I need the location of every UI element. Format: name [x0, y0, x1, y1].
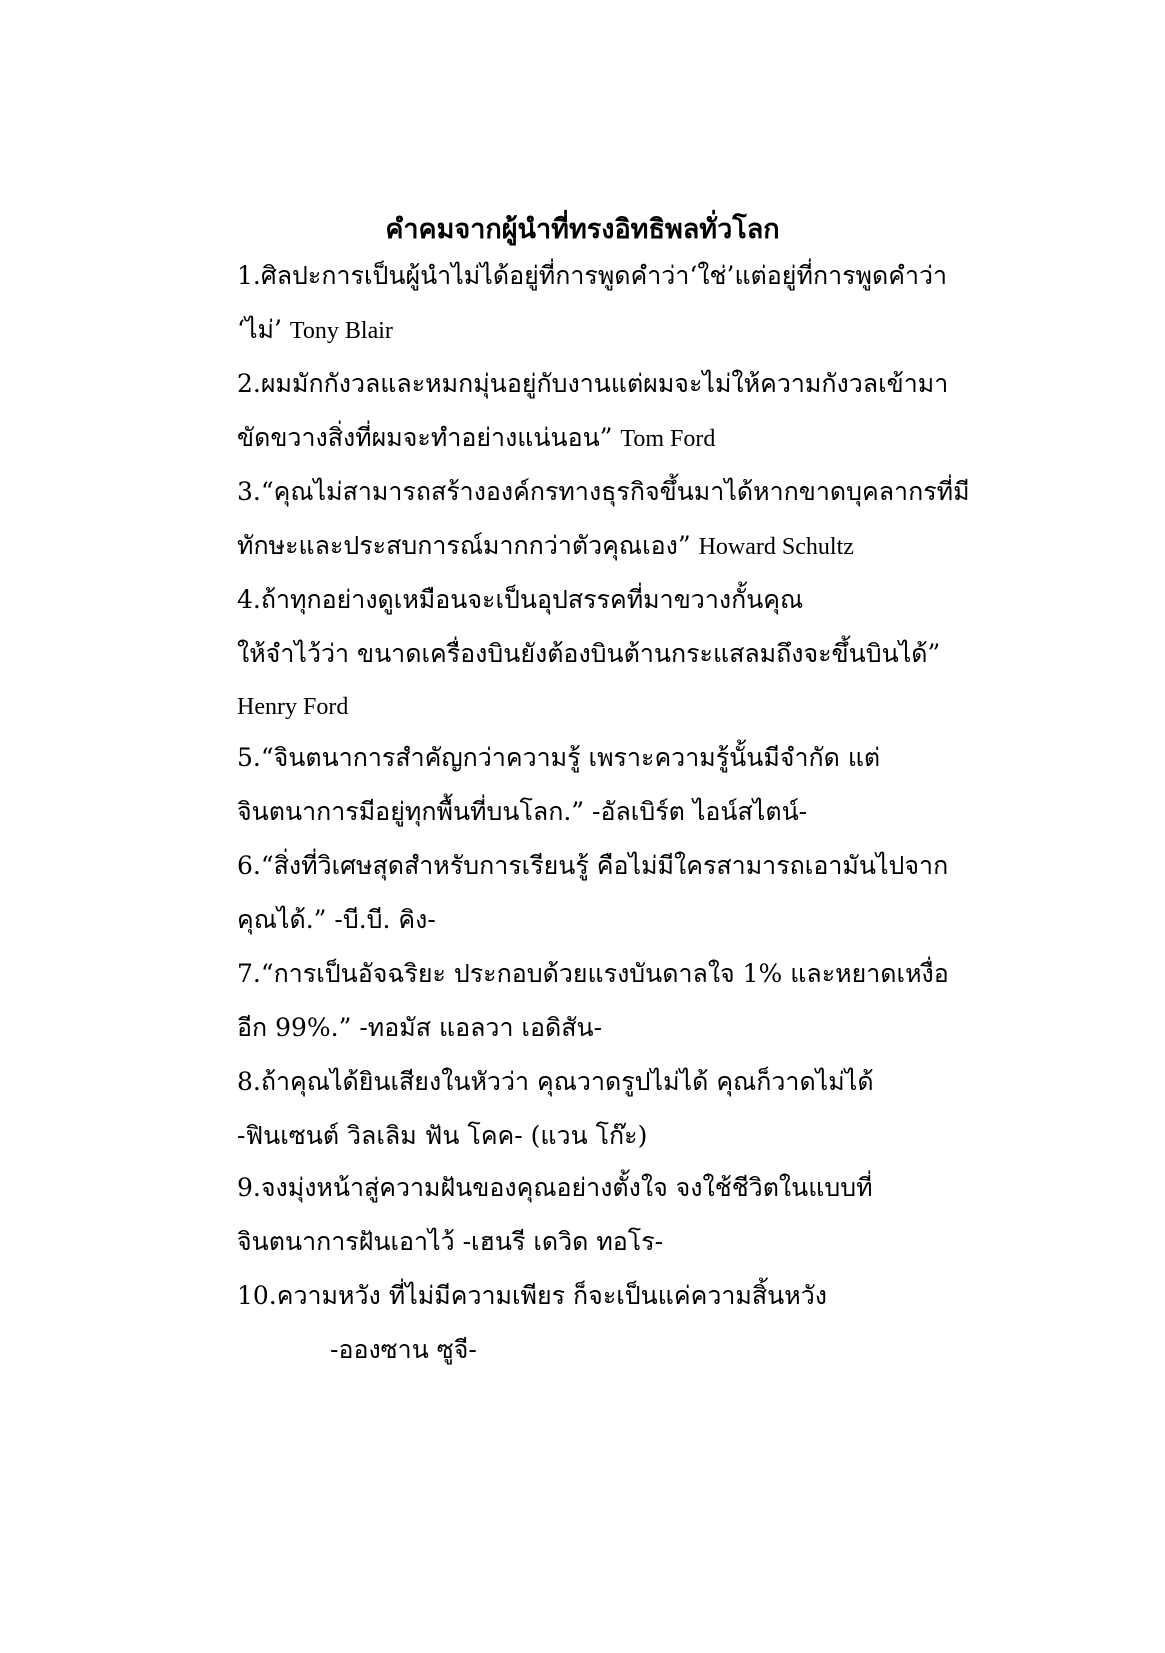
quote-text: ให้จำไว้ว่า ขนาดเครื่องบินยังต้องบินต้านกระแสลมถึงจะขึ้นบินได้” [237, 639, 941, 668]
quote-line [237, 526, 854, 567]
quote-line [237, 634, 940, 675]
quote-line [237, 738, 880, 779]
quote-line [237, 310, 393, 351]
quote-line [237, 1008, 602, 1049]
quote-text: -อองซาน ซูจี- [330, 1335, 477, 1364]
quote-line [237, 364, 948, 405]
quote-line [237, 900, 436, 941]
quote-line [237, 580, 803, 621]
quote-text: 3.“คุณไม่สามารถสร้างองค์กรทางธุรกิจขึ้นมาได้หากขาดบุคลากรที่มี [237, 477, 970, 506]
quote-line [237, 846, 948, 887]
quote-text: 7.“การเป็นอัจฉริยะ ประกอบด้วยแรงบันดาลใจ 1% และหยาดเหงื่อ [237, 959, 949, 988]
quote-text: 1.ศิลปะการเป็นผู้นำไม่ได้อยู่ที่การพูดคำว่า‘ใช่’แต่อยู่ที่การพูดคำว่า [237, 261, 948, 290]
quote-text: 5.“จินตนาการสำคัญกว่าความรู้ เพราะความรู้นั้นมีจำกัด แต่ [237, 743, 881, 772]
quote-line [237, 1062, 874, 1103]
quote-author: Tom Ford [620, 426, 716, 452]
quote-line [237, 472, 970, 513]
quote-text: 9.จงมุ่งหน้าสู่ความฝันของคุณอย่างตั้งใจ จงใช้ชีวิตในแบบที่ [237, 1173, 873, 1202]
quote-text: 10.ความหวัง ที่ไม่มีความเพียร ก็จะเป็นแค่ความสิ้นหวัง [237, 1281, 827, 1310]
quote-text: คุณได้.” -บี.บี. คิง- [237, 905, 436, 934]
quote-line [330, 1330, 477, 1371]
quote-text: อีก 99%.” -ทอมัส แอลวา เอดิสัน- [237, 1013, 603, 1042]
quote-line [237, 1222, 663, 1263]
document-title: คำคมจากผู้นำที่ทรงอิทธิพลทั่วโลก [385, 214, 780, 245]
quote-line [237, 1168, 873, 1209]
quote-line [237, 256, 947, 297]
quote-text: ‘ไม่’ [237, 315, 290, 344]
quote-author: Howard Schultz [698, 534, 854, 560]
quote-author: Tony Blair [289, 318, 393, 344]
quote-text: 4.ถ้าทุกอย่างดูเหมือนจะเป็นอุปสรรคที่มาขวางกั้นคุณ [237, 585, 804, 614]
quote-line [237, 954, 949, 995]
quote-text: จินตนาการมีอยู่ทุกพื้นที่บนโลก.” -อัลเบิร์ต ไอน์สไตน์- [237, 797, 808, 826]
quote-text: จินตนาการฝันเอาไว้ -เฮนรี เดวิด ทอโร- [237, 1227, 664, 1256]
quote-line [237, 1116, 647, 1157]
quote-line [237, 686, 348, 727]
quote-line [237, 792, 807, 833]
quote-text: 8.ถ้าคุณได้ยินเสียงในหัวว่า คุณวาดรูปไม่ได้ คุณก็วาดไม่ได้ [237, 1067, 874, 1096]
quote-text: -ฟินเซนต์ วิลเลิม ฟัน โคค- (แวน โก๊ะ) [237, 1121, 648, 1150]
quote-author: Henry Ford [237, 694, 349, 720]
quote-text: ขัดขวางสิ่งที่ผมจะทำอย่างแน่นอน” [237, 423, 621, 452]
quote-text: ทักษะและประสบการณ์มากกว่าตัวคุณเอง” [237, 531, 699, 560]
quote-line [237, 1276, 827, 1317]
quote-text: 6.“สิ่งที่วิเศษสุดสำหรับการเรียนรู้ คือไม่มีใครสามารถเอามันไปจาก [237, 851, 949, 880]
quote-line [237, 418, 715, 459]
quote-text: 2.ผมมักกังวลและหมกมุ่นอยู่กับงานแต่ผมจะไม่ให้ความกังวลเข้ามา [237, 369, 949, 398]
